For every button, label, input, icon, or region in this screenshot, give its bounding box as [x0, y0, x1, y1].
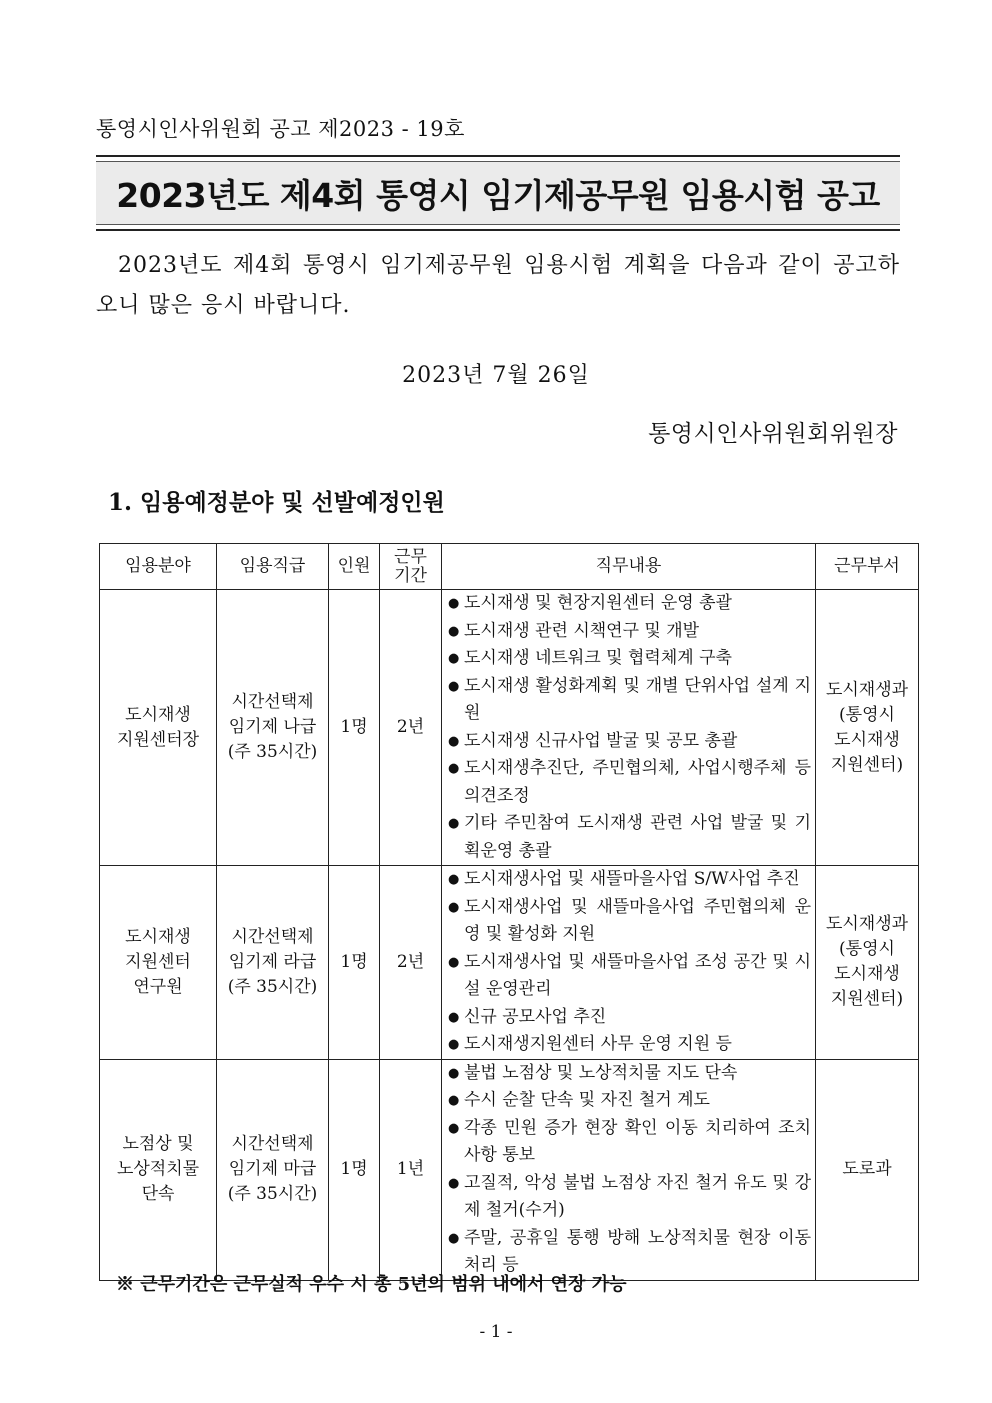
list-item [448, 1170, 811, 1225]
duty-text: 도시재생지원센터 사무 운영 지원 등 [464, 1034, 732, 1054]
cell-count: 1명 [329, 866, 380, 1060]
duty-text: 도시재생추진단, 주민협의체, 사업시행주체 등 의견조정 [464, 758, 811, 806]
bullet-icon: ● [448, 1093, 460, 1108]
bullet-icon: ● [448, 1175, 460, 1191]
table-row [100, 590, 919, 866]
list-item [448, 1115, 811, 1170]
list-item [448, 618, 811, 646]
bullet-icon: ● [448, 678, 460, 694]
duty-text: 불법 노점상 및 노상적치물 지도 단속 [464, 1062, 738, 1083]
duty-text: 도시재생사업 및 새뜰마을사업 주민협의체 운영 및 활성화 지원 [464, 896, 811, 944]
table-row [100, 1059, 919, 1280]
cell-duties [442, 1059, 816, 1280]
cell-dept-line: 도로과 [842, 1159, 892, 1179]
notice-number: 통영시인사위원회 공고 제2023 - 19호 [96, 117, 465, 141]
cell-dept [816, 866, 919, 1060]
header-period-line1: 근무 [394, 546, 427, 567]
list-item [448, 1087, 811, 1115]
cell-field-line: 지원센터 [125, 951, 191, 972]
list-item [448, 645, 811, 673]
cell-field [100, 866, 217, 1060]
duty-list [448, 866, 811, 1059]
cell-grade-line: 시간선택제 [231, 1134, 314, 1154]
list-item [448, 894, 811, 949]
cell-grade-line: 임기제 마급 [228, 1159, 317, 1179]
duty-text: 수시 순찰 단속 및 자진 철거 계도 [464, 1090, 710, 1110]
cell-grade [217, 590, 329, 866]
cell-field-line: 도시재생 [125, 704, 191, 725]
list-item [448, 673, 811, 728]
title-box [96, 155, 900, 231]
list-item [448, 1060, 811, 1088]
bullet-icon: ● [448, 761, 460, 776]
cell-dept-line: (통영시 [839, 704, 895, 725]
bullet-icon: ● [448, 1065, 460, 1081]
cell-field-line: 노상적치물 [116, 1159, 200, 1179]
cell-grade-line: 임기제 나급 [228, 717, 317, 737]
cell-grade-line: 시간선택제 [231, 692, 314, 712]
list-item [448, 810, 811, 865]
cell-period: 1년 [380, 1059, 442, 1280]
duty-list [448, 1060, 811, 1280]
cell-dept-line: 도시재생 [834, 964, 900, 985]
list-item [448, 755, 811, 810]
cell-period: 2년 [380, 866, 442, 1060]
cell-field-line: 연구원 [133, 976, 183, 997]
duty-text: 신규 공모사업 추진 [464, 1006, 607, 1027]
cell-field-line: 도시재생 [125, 926, 191, 947]
cell-duties [442, 590, 816, 866]
cell-grade [217, 1059, 329, 1280]
bullet-icon: ● [448, 733, 460, 749]
bullet-icon: ● [448, 1120, 460, 1136]
bullet-icon: ● [448, 1230, 460, 1246]
cell-count: 1명 [329, 590, 380, 866]
issuer: 통영시인사위원회위원장 [648, 421, 898, 447]
duty-text: 기타 주민참여 도시재생 관련 사업 발굴 및 기획운영 총괄 [464, 813, 811, 861]
duty-text: 각종 민원 증가 현장 확인 이동 치리하여 조치사항 통보 [464, 1117, 811, 1165]
cell-grade-line: (주 35시간) [227, 1184, 318, 1204]
bullet-icon: ● [448, 872, 460, 887]
bullet-icon: ● [448, 816, 460, 831]
header-period-line2: 기간 [394, 565, 427, 586]
table-body [100, 590, 919, 1281]
duty-text: 도시재생 신규사업 발굴 및 공모 총괄 [464, 730, 738, 751]
intro-paragraph: 2023년도 제4회 통영시 임기제공무원 임용시험 계획을 다음과 같이 공고하오니 많은 응시 바랍니다. [96, 253, 900, 318]
duty-text: 고질적, 악성 불법 노점상 자진 철거 유도 및 강제 철거(수거) [464, 1172, 811, 1220]
header-period [380, 544, 442, 590]
cell-dept-line: (통영시 [839, 939, 895, 960]
cell-grade-line: (주 35시간) [227, 742, 318, 762]
duty-list [448, 590, 811, 865]
page-number: - 1 - [479, 1322, 513, 1342]
bullet-icon: ● [448, 596, 460, 611]
bullet-icon: ● [448, 1037, 460, 1052]
list-item [448, 1031, 811, 1059]
cell-grade-line: 임기제 라급 [228, 951, 317, 972]
duty-text: 도시재생사업 및 새뜰마을사업 S/W사업 추진 [464, 869, 800, 889]
cell-grade-line: 시간선택제 [231, 926, 314, 947]
header-field: 임용분야 [100, 544, 217, 590]
duty-text: 도시재생 활성화계획 및 개별 단위사업 설계 지원 [464, 675, 811, 723]
cell-field-line: 단속 [141, 1184, 175, 1204]
cell-dept-line: 도시재생 [834, 729, 900, 750]
header-grade: 임용직급 [217, 544, 329, 590]
cell-count: 1명 [329, 1059, 380, 1280]
title-banner [96, 161, 900, 225]
cell-dept-line: 지원센터) [830, 989, 904, 1010]
list-item [448, 590, 811, 618]
bullet-icon: ● [448, 1009, 460, 1025]
bullet-icon: ● [448, 651, 460, 666]
announcement-date: 2023년 7월 26일 [402, 363, 590, 388]
duty-text: 주말, 공휴일 통행 방해 노상적치물 현장 이동 처리 등 [464, 1227, 811, 1275]
duty-text: 도시재생사업 및 새뜰마을사업 조성 공간 및 시설 운영관리 [464, 951, 811, 999]
page-title: 2023년도 제4회 통영시 임기제공무원 임용시험 공고 [116, 175, 880, 215]
recruitment-table [99, 543, 919, 1281]
duty-text: 도시재생 및 현장지원센터 운영 총괄 [464, 593, 732, 613]
list-item [448, 1004, 811, 1032]
cell-field-line: 지원센터장 [116, 729, 200, 750]
cell-grade [217, 866, 329, 1060]
table-header-row [100, 544, 919, 590]
list-item [448, 866, 811, 894]
header-duties: 직무내용 [442, 544, 816, 590]
cell-field [100, 590, 217, 866]
header-count: 인원 [329, 544, 380, 590]
cell-dept-line: 지원센터) [830, 754, 904, 775]
cell-field [100, 1059, 217, 1280]
bullet-icon: ● [448, 954, 460, 970]
cell-dept [816, 590, 919, 866]
cell-period: 2년 [380, 590, 442, 866]
bullet-icon: ● [448, 899, 460, 915]
duty-text: 도시재생 관련 시책연구 및 개발 [464, 620, 700, 641]
table-row [100, 866, 919, 1060]
bullet-icon: ● [448, 623, 460, 639]
header-dept: 근무부서 [816, 544, 919, 590]
cell-duties [442, 866, 816, 1060]
section-title: 1. 임용예정분야 및 선발예정인원 [108, 489, 445, 516]
cell-dept-line: 도시재생과 [825, 679, 909, 700]
list-item [448, 728, 811, 756]
cell-dept-line: 도시재생과 [825, 914, 909, 935]
footnote: ※ 근무기간은 근무실적 우수 시 총 5년의 범위 내에서 연장 가능 [116, 1274, 627, 1295]
cell-grade-line: (주 35시간) [227, 976, 318, 997]
cell-field-line: 노점상 및 [122, 1134, 194, 1154]
cell-dept [816, 1059, 919, 1280]
list-item [448, 949, 811, 1004]
duty-text: 도시재생 네트워크 및 협력체계 구축 [464, 648, 732, 668]
